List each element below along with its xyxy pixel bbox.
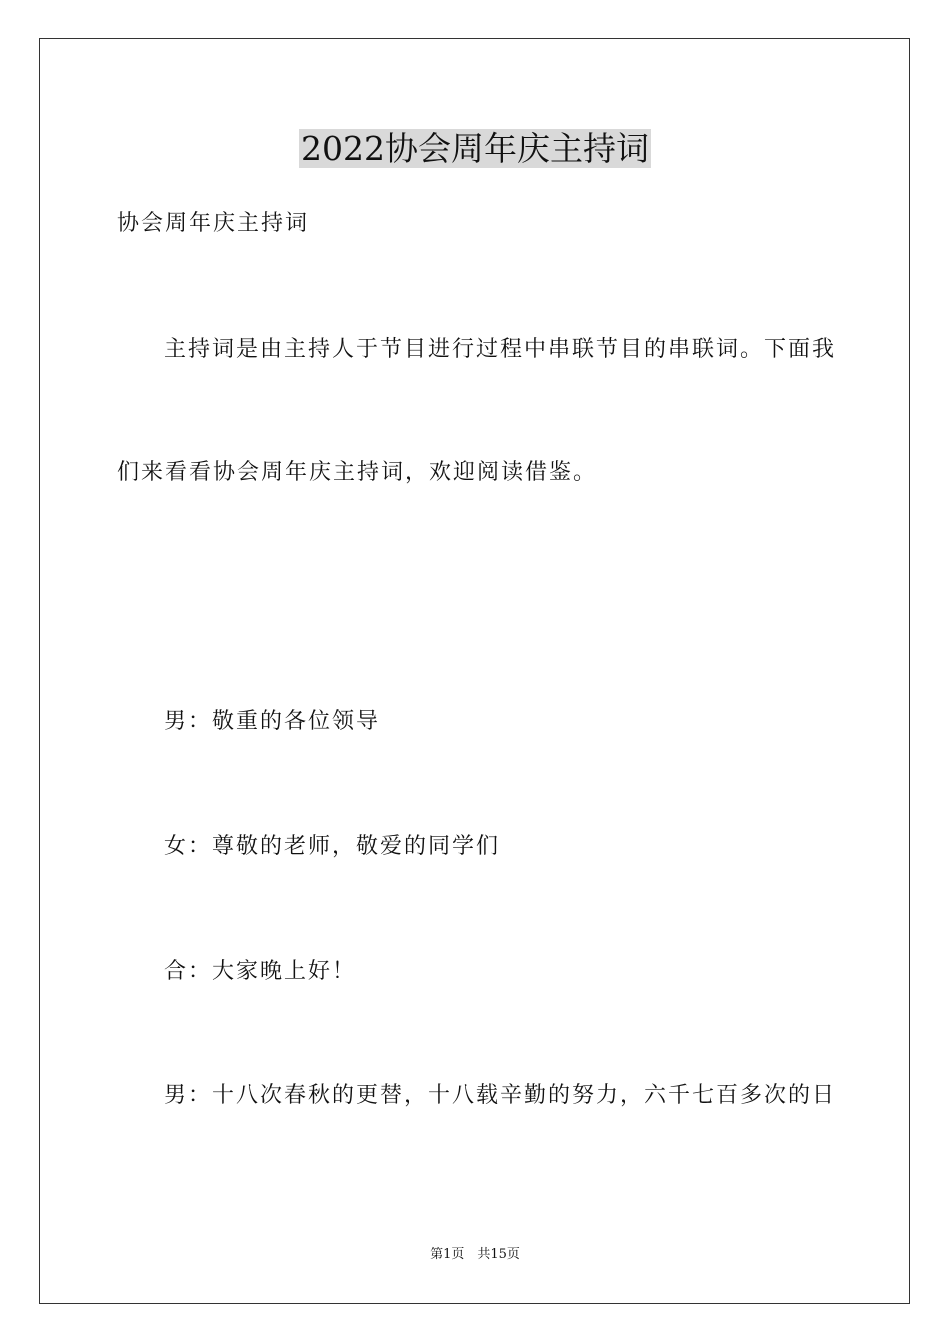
paragraph-line: 们来看看协会周年庆主持词，欢迎阅读借鉴。 (117, 460, 598, 485)
page-footer: 第1页 共15页 (430, 1247, 520, 1262)
document-title (0, 126, 950, 172)
paragraph-line: 主持词是由主持人于节目进行过程中串联节目的串联词。下面我 (164, 337, 837, 362)
paragraph-line: 男：十八次春秋的更替，十八载辛勤的努力，六千七百多次的日 (164, 1083, 837, 1108)
paragraph-line: 合：大家晚上好！ (164, 959, 357, 984)
paragraph-line: 女：尊敬的老师，敬爱的同学们 (164, 834, 501, 859)
document-subtitle: 协会周年庆主持词 (117, 211, 310, 236)
paragraph-line: 男：敬重的各位领导 (164, 709, 381, 734)
document-title-text: 2022协会周年庆主持词 (301, 129, 649, 168)
